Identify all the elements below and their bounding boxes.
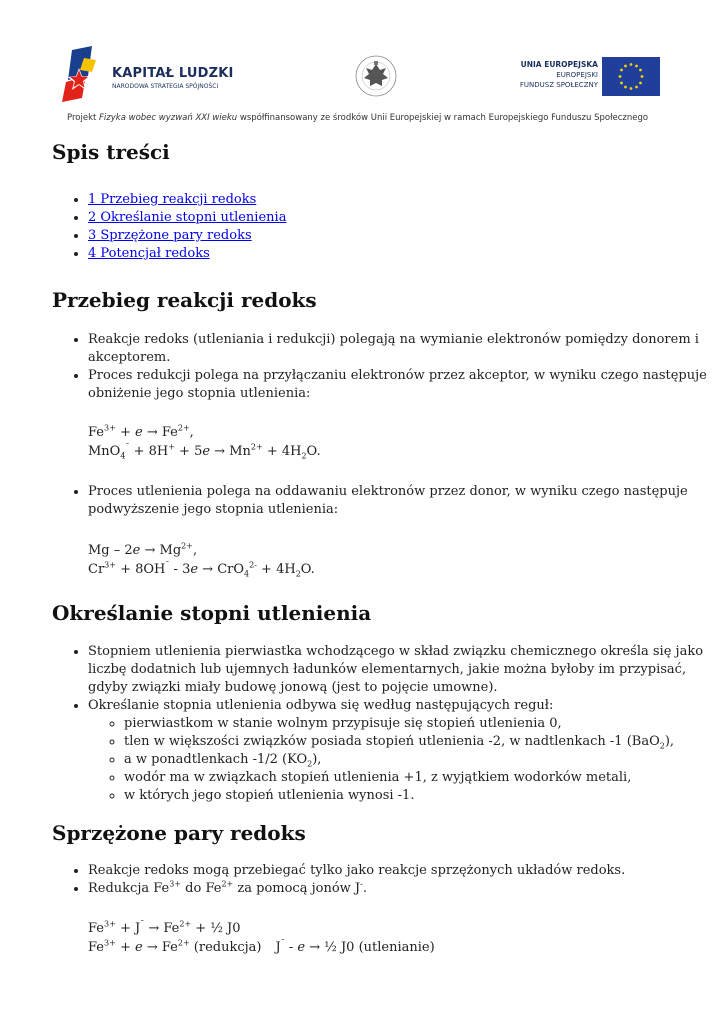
s3-b2-c: do Fe (181, 881, 222, 896)
toc-item (88, 245, 713, 263)
rule-3-text: a w ponadtlenkach -1/2 (KO (124, 752, 308, 767)
equation: $Fe^{3+} + J^¯ \to Fe^{2+}$ + ½ J0 (88, 919, 241, 936)
s3-b2-g: . (362, 881, 367, 896)
toc-item (88, 191, 713, 209)
s2-bullet-1: • Stopniem utlenienia pierwiastka wchodzącego w skład związku chemicznego określa się jako liczbę dodatnich lub ujemnych ładunków elementarnych, jakie można byłoby im przypisać, gdyby związki miały budowę jonową (jest to pojęcie umowne). (88, 643, 713, 697)
toc-link-4[interactable]: 4 Potencjał redoks (88, 246, 210, 261)
project-name: Fizyka wobec wyzwań XXI wieku (99, 113, 238, 123)
s1-bullet-1: • Reakcje redoks (utleniania i redukcji) polegają na wymianie elektronów pomiędzy donorem i akceptorem. (88, 331, 713, 367)
s3-bullet-1: • Reakcje redoks mogą przebiegać tylko jako reakcje sprzężonych układów redoks. (88, 862, 713, 880)
label-redukcja: (redukcja) (189, 940, 262, 955)
section-2-title: Określanie stopni utlenienia (52, 601, 372, 625)
toc-link-1[interactable]: 1 Przebieg reakcji redoks (88, 192, 257, 207)
toc-title: Spis treści (52, 140, 170, 164)
rule-4: ◦ wodór ma w związkach stopień utlenienia +1, z wyjątkiem wodorków metali, (124, 769, 713, 787)
equation: $Cr^{3+} + 8OH^¯ - 3e \to CrO_4^{2-} + 4H_2O$. (88, 560, 315, 579)
s1-equations-oxidation (52, 541, 713, 579)
s3-b2-f: - (360, 879, 363, 889)
section-3-title: Sprzężone pary redoks (52, 821, 306, 845)
rule-2-sub: 2 (659, 741, 665, 751)
eu-text (520, 60, 598, 90)
s1-bullet-2: • Proces redukcji polega na przyłączaniu elektronów przez akceptor, w wyniku czego następuje obniżenie jego stopnia utlenienia: (88, 367, 713, 403)
kl-title: KAPITAŁ LUDZKI (112, 66, 234, 81)
s1-equations-reduction (52, 423, 713, 461)
equation: $MnO_4^¯ + 8H^+ + 5e \to Mn^{2+} + 4H_2O$. (88, 442, 321, 461)
s3-b2-e: za pomocą jonów J (233, 881, 361, 896)
toc-item (88, 227, 713, 245)
rule-5: ◦ w których jego stopień utlenienia wynosi -1. (124, 787, 713, 805)
rule-1: ◦ pierwiastkom w stanie wolnym przypisuje się stopień utlenienia 0, (124, 715, 713, 733)
rules-list (88, 715, 713, 805)
equation: $Fe^{3+} + e \to Fe^{2+}$ (redukcja) J¯ - e → ½ J0 (utlenianie) (88, 938, 435, 955)
eu-line2: EUROPEJSKI (556, 71, 598, 79)
section-1-list-2 (52, 483, 713, 519)
project-line (67, 113, 648, 123)
equation: $Fe^{3+} + e \to Fe^{2+}$, (88, 423, 194, 440)
s2-bullet-2-text: Określanie stopnia utlenienia odbywa się według następujących reguł: (88, 698, 554, 713)
rule-3-sub: 2 (307, 759, 313, 769)
toc-link-3[interactable]: 3 Sprzężone pary redoks (88, 228, 252, 243)
s1-bullet-3: • Proces utlenienia polega na oddawaniu elektronów przez donor, w wyniku czego następuje podwyższenie jego stopnia utlenienia: (88, 483, 713, 519)
kl-subtitle: NARODOWA STRATEGIA SPÓJNOŚCI (112, 83, 219, 90)
label-utlenianie: (utlenianie) (354, 940, 435, 955)
section-3-list (52, 862, 713, 898)
s3-b2-d: 2+ (221, 879, 234, 889)
project-prefix: Projekt (67, 113, 100, 123)
section-2-list (52, 643, 713, 805)
rule-3-end: ), (312, 752, 322, 767)
equation: $Mg - 2e \to Mg^{2+}$, (88, 541, 198, 558)
eu-logo (505, 57, 660, 97)
toc-link-2[interactable]: 2 Określanie stopni utlenienia (88, 210, 287, 225)
s2-bullet-2 (88, 697, 713, 805)
rule-2-end: ), (664, 734, 675, 749)
kapital-ludzki-logo-icon (62, 46, 106, 102)
header-banner (0, 0, 725, 130)
section-1-list (52, 331, 713, 403)
toc-item (88, 209, 713, 227)
eu-flag-icon (602, 57, 660, 96)
kapital-ludzki-logo (62, 46, 242, 106)
project-suffix: współfinansowany ze środków Unii Europejskiej w ramach Europejskiego Funduszu Społecznego (237, 113, 649, 123)
eu-line1: UNIA EUROPEJSKA (520, 60, 598, 69)
s3-b2-a: Redukcja Fe (88, 881, 170, 896)
section-1-title: Przebieg reakcji redoks (52, 288, 317, 312)
s3-equations (52, 919, 713, 957)
s3-bullet-2 (88, 880, 713, 898)
rule-2 (124, 733, 713, 751)
toc-list (52, 191, 713, 263)
eu-line3: FUNDUSZ SPOŁECZNY (519, 81, 598, 89)
rule-2-text: tlen w większości związków posiada stopień utlenienia -2, w nadtlenkach -1 (BaO (124, 734, 660, 749)
university-seal-icon (354, 52, 398, 100)
rule-3 (124, 751, 713, 769)
s3-b2-b: 3+ (169, 879, 182, 889)
